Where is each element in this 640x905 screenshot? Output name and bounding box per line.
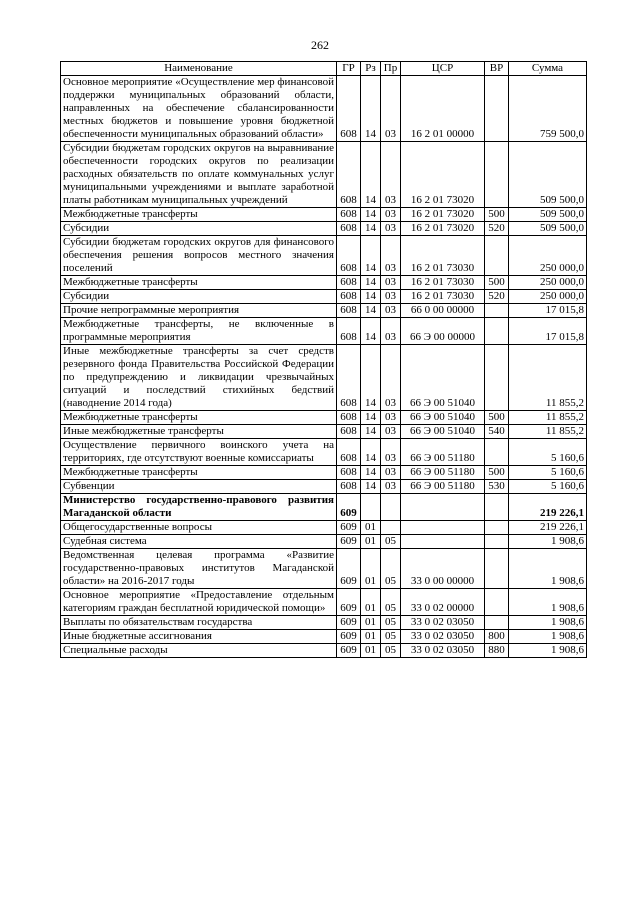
cell-csr: 16 2 01 73030 (401, 276, 485, 290)
table-row (61, 521, 587, 535)
cell-csr: 16 2 01 73020 (401, 142, 485, 208)
cell-csr: 66 Э 00 51040 (401, 345, 485, 411)
cell-name: Выплаты по обязательствам государства (61, 616, 337, 630)
cell-rz: 14 (361, 142, 381, 208)
cell-vr (485, 616, 509, 630)
cell-vr (485, 345, 509, 411)
cell-pr: 03 (381, 304, 401, 318)
cell-sum: 1 908,6 (509, 549, 587, 589)
table-row (61, 411, 587, 425)
cell-name: Субсидии (61, 222, 337, 236)
cell-vr: 800 (485, 630, 509, 644)
cell-csr: 16 2 01 73020 (401, 208, 485, 222)
cell-csr: 33 0 02 03050 (401, 644, 485, 658)
cell-vr (485, 304, 509, 318)
cell-gr: 608 (337, 236, 361, 276)
cell-csr (401, 535, 485, 549)
table-row (61, 549, 587, 589)
cell-rz: 14 (361, 466, 381, 480)
cell-rz: 01 (361, 549, 381, 589)
header-gr: ГР (337, 62, 361, 76)
cell-name: Иные бюджетные ассигнования (61, 630, 337, 644)
cell-pr: 03 (381, 480, 401, 494)
cell-pr: 03 (381, 411, 401, 425)
cell-sum: 759 500,0 (509, 76, 587, 142)
cell-name: Субсидии бюджетам городских округов на выравнивание обеспеченности городских округов по реализации расходных обязательств по оплате коммунальных услуг муниципальными учреждениями и выплате заработной платы работникам муниципальных учреждений (61, 142, 337, 208)
cell-rz: 14 (361, 411, 381, 425)
cell-pr: 03 (381, 466, 401, 480)
cell-csr: 16 2 01 73030 (401, 290, 485, 304)
cell-name: Ведомственная целевая программа «Развитие государственно-правовых институтов Магаданской области» на 2016-2017 годы (61, 549, 337, 589)
cell-pr: 03 (381, 345, 401, 411)
table-row (61, 494, 587, 521)
cell-vr (485, 142, 509, 208)
table-row (61, 208, 587, 222)
cell-pr: 05 (381, 549, 401, 589)
table-row (61, 345, 587, 411)
cell-csr: 16 2 01 00000 (401, 76, 485, 142)
cell-csr: 33 0 02 00000 (401, 589, 485, 616)
cell-csr: 66 Э 00 51040 (401, 425, 485, 439)
cell-sum: 250 000,0 (509, 276, 587, 290)
cell-gr: 608 (337, 222, 361, 236)
cell-gr: 609 (337, 589, 361, 616)
table-row (61, 318, 587, 345)
table-row (61, 466, 587, 480)
cell-pr: 03 (381, 318, 401, 345)
cell-name: Иные межбюджетные трансферты за счет средств резервного фонда Правительства Российской Федерации по предупреждению и ликвидации чрезвычайных ситуаций и последствий стихийных бедствий (наводнение 2014 года) (61, 345, 337, 411)
cell-rz: 01 (361, 630, 381, 644)
cell-gr: 608 (337, 276, 361, 290)
cell-name: Основное мероприятие «Осуществление мер финансовой поддержки муниципальных образований области, направленных на обеспечение сбалансированности местных бюджетов и повышение уровня бюджетной обеспеченности муниципальных образований области» (61, 76, 337, 142)
cell-pr: 03 (381, 208, 401, 222)
cell-gr: 609 (337, 630, 361, 644)
table-row (61, 236, 587, 276)
cell-vr (485, 236, 509, 276)
cell-rz: 14 (361, 236, 381, 276)
cell-csr (401, 521, 485, 535)
cell-gr: 609 (337, 644, 361, 658)
cell-sum: 11 855,2 (509, 425, 587, 439)
cell-name: Основное мероприятие «Предоставление отдельным категориям граждан бесплатной юридической помощи» (61, 589, 337, 616)
cell-gr: 608 (337, 208, 361, 222)
cell-vr: 500 (485, 411, 509, 425)
table-row (61, 630, 587, 644)
cell-rz: 14 (361, 76, 381, 142)
cell-vr (485, 549, 509, 589)
cell-gr: 608 (337, 304, 361, 318)
cell-rz: 14 (361, 345, 381, 411)
cell-pr: 03 (381, 236, 401, 276)
cell-sum: 509 500,0 (509, 142, 587, 208)
table-row (61, 304, 587, 318)
cell-name: Министерство государственно-правового развития Магаданской области (61, 494, 337, 521)
cell-name: Межбюджетные трансферты (61, 208, 337, 222)
cell-name: Прочие непрограммные мероприятия (61, 304, 337, 318)
cell-sum: 5 160,6 (509, 480, 587, 494)
cell-sum: 250 000,0 (509, 236, 587, 276)
cell-gr: 608 (337, 480, 361, 494)
table-row (61, 480, 587, 494)
table-row (61, 142, 587, 208)
cell-name: Субсидии (61, 290, 337, 304)
cell-name: Субсидии бюджетам городских округов для финансового обеспечения решения вопросов местного значения поселений (61, 236, 337, 276)
cell-vr: 520 (485, 290, 509, 304)
cell-vr: 500 (485, 276, 509, 290)
cell-gr: 608 (337, 345, 361, 411)
cell-pr: 03 (381, 439, 401, 466)
cell-sum: 5 160,6 (509, 439, 587, 466)
header-name: Наименование (61, 62, 337, 76)
cell-vr (485, 521, 509, 535)
cell-csr: 16 2 01 73030 (401, 236, 485, 276)
cell-vr (485, 494, 509, 521)
cell-pr: 03 (381, 222, 401, 236)
cell-csr: 66 Э 00 51180 (401, 480, 485, 494)
cell-sum: 17 015,8 (509, 318, 587, 345)
cell-sum: 5 160,6 (509, 466, 587, 480)
cell-vr: 500 (485, 466, 509, 480)
cell-pr: 03 (381, 142, 401, 208)
table-row (61, 290, 587, 304)
cell-sum: 1 908,6 (509, 589, 587, 616)
cell-gr: 609 (337, 549, 361, 589)
cell-sum: 1 908,6 (509, 644, 587, 658)
header-pr: Пр (381, 62, 401, 76)
table-row (61, 535, 587, 549)
cell-rz (361, 494, 381, 521)
table-body (61, 76, 587, 658)
cell-rz: 14 (361, 276, 381, 290)
cell-gr: 608 (337, 466, 361, 480)
cell-name: Субвенции (61, 480, 337, 494)
cell-pr: 03 (381, 276, 401, 290)
cell-vr (485, 439, 509, 466)
cell-pr: 05 (381, 630, 401, 644)
cell-sum: 219 226,1 (509, 521, 587, 535)
page-number: 262 (311, 38, 329, 52)
cell-gr: 608 (337, 439, 361, 466)
cell-rz: 14 (361, 304, 381, 318)
cell-name: Осуществление первичного воинского учета на территориях, где отсутствуют военные комиссариаты (61, 439, 337, 466)
cell-rz: 01 (361, 589, 381, 616)
cell-vr: 500 (485, 208, 509, 222)
cell-name: Межбюджетные трансферты (61, 411, 337, 425)
cell-sum: 250 000,0 (509, 290, 587, 304)
cell-name: Иные межбюджетные трансферты (61, 425, 337, 439)
cell-gr: 608 (337, 411, 361, 425)
cell-sum: 1 908,6 (509, 616, 587, 630)
cell-pr: 03 (381, 425, 401, 439)
cell-pr: 05 (381, 589, 401, 616)
cell-gr: 608 (337, 142, 361, 208)
cell-rz: 14 (361, 318, 381, 345)
table-row (61, 76, 587, 142)
cell-rz: 14 (361, 208, 381, 222)
cell-vr (485, 589, 509, 616)
cell-vr (485, 318, 509, 345)
cell-vr: 520 (485, 222, 509, 236)
cell-sum: 1 908,6 (509, 630, 587, 644)
cell-rz: 01 (361, 521, 381, 535)
table-row (61, 644, 587, 658)
table-row (61, 276, 587, 290)
cell-rz: 14 (361, 290, 381, 304)
cell-pr: 05 (381, 535, 401, 549)
table-header-row (61, 62, 587, 76)
cell-sum: 219 226,1 (509, 494, 587, 521)
cell-pr: 05 (381, 616, 401, 630)
cell-gr: 609 (337, 616, 361, 630)
cell-sum: 509 500,0 (509, 222, 587, 236)
cell-sum: 11 855,2 (509, 345, 587, 411)
cell-rz: 14 (361, 425, 381, 439)
cell-rz: 14 (361, 222, 381, 236)
cell-gr: 609 (337, 535, 361, 549)
cell-csr: 66 Э 00 00000 (401, 318, 485, 345)
cell-name: Общегосударственные вопросы (61, 521, 337, 535)
cell-gr: 609 (337, 494, 361, 521)
cell-sum: 509 500,0 (509, 208, 587, 222)
header-csr: ЦСР (401, 62, 485, 76)
header-sum: Сумма (509, 62, 587, 76)
cell-csr (401, 494, 485, 521)
header-vr: ВР (485, 62, 509, 76)
cell-sum: 17 015,8 (509, 304, 587, 318)
cell-gr: 609 (337, 521, 361, 535)
cell-pr (381, 521, 401, 535)
cell-rz: 14 (361, 480, 381, 494)
cell-pr: 03 (381, 290, 401, 304)
cell-name: Межбюджетные трансферты (61, 276, 337, 290)
cell-sum: 1 908,6 (509, 535, 587, 549)
cell-csr: 33 0 02 03050 (401, 616, 485, 630)
cell-vr: 880 (485, 644, 509, 658)
table-row (61, 222, 587, 236)
cell-pr (381, 494, 401, 521)
cell-pr: 05 (381, 644, 401, 658)
table-row (61, 425, 587, 439)
cell-gr: 608 (337, 425, 361, 439)
cell-rz: 01 (361, 644, 381, 658)
cell-csr: 33 0 02 03050 (401, 630, 485, 644)
cell-name: Межбюджетные трансферты, не включенные в программные мероприятия (61, 318, 337, 345)
cell-csr: 66 0 00 00000 (401, 304, 485, 318)
cell-rz: 01 (361, 616, 381, 630)
cell-csr: 66 Э 00 51040 (401, 411, 485, 425)
budget-table (60, 61, 587, 658)
cell-rz: 01 (361, 535, 381, 549)
header-rz: Рз (361, 62, 381, 76)
cell-gr: 608 (337, 318, 361, 345)
cell-vr: 530 (485, 480, 509, 494)
cell-csr: 66 Э 00 51180 (401, 439, 485, 466)
cell-csr: 33 0 00 00000 (401, 549, 485, 589)
cell-pr: 03 (381, 76, 401, 142)
cell-name: Судебная система (61, 535, 337, 549)
cell-name: Межбюджетные трансферты (61, 466, 337, 480)
cell-gr: 608 (337, 76, 361, 142)
table-row (61, 589, 587, 616)
cell-gr: 608 (337, 290, 361, 304)
cell-csr: 66 Э 00 51180 (401, 466, 485, 480)
cell-sum: 11 855,2 (509, 411, 587, 425)
cell-rz: 14 (361, 439, 381, 466)
cell-csr: 16 2 01 73020 (401, 222, 485, 236)
cell-vr (485, 76, 509, 142)
cell-vr: 540 (485, 425, 509, 439)
cell-vr (485, 535, 509, 549)
table-row (61, 439, 587, 466)
table-row (61, 616, 587, 630)
cell-name: Специальные расходы (61, 644, 337, 658)
